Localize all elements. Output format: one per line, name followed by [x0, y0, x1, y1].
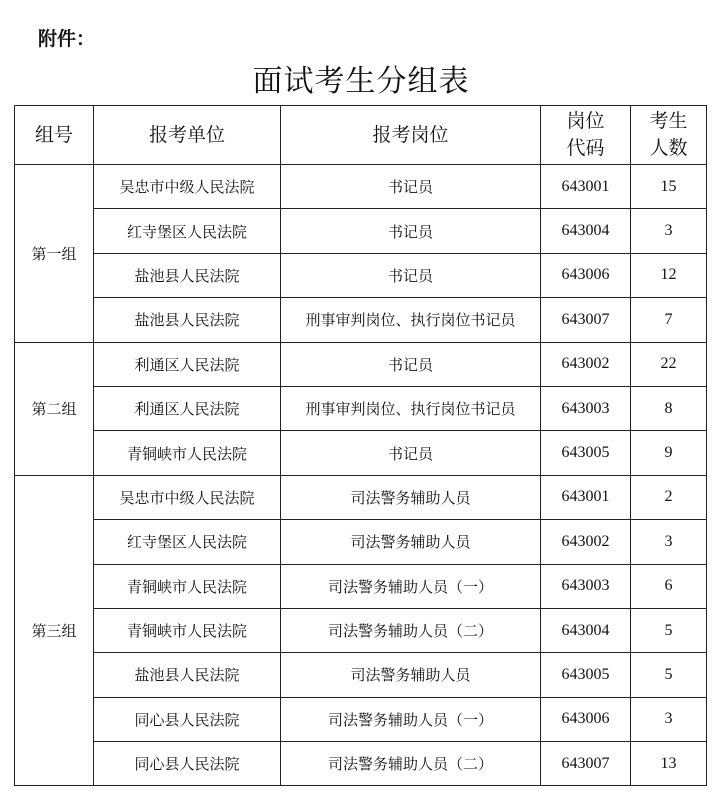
header-count	[631, 106, 707, 165]
count-cell: 12	[631, 253, 707, 297]
unit-cell: 同心县人民法院	[94, 742, 281, 786]
unit-cell: 红寺堡区人民法院	[94, 520, 281, 564]
table-row	[15, 298, 707, 342]
unit-cell: 盐池县人民法院	[94, 253, 281, 297]
group-name-cell: 第三组	[15, 475, 94, 786]
count-cell: 6	[631, 564, 707, 608]
position-cell: 书记员	[281, 165, 541, 209]
position-cell: 司法警务辅助人员（二）	[281, 742, 541, 786]
position-cell: 书记员	[281, 431, 541, 475]
code-cell: 643007	[541, 742, 631, 786]
header-unit: 报考单位	[94, 106, 281, 165]
position-cell: 司法警务辅助人员	[281, 475, 541, 519]
count-cell: 7	[631, 298, 707, 342]
count-cell: 15	[631, 165, 707, 209]
header-position: 报考岗位	[281, 106, 541, 165]
code-cell: 643001	[541, 165, 631, 209]
unit-cell: 吴忠市中级人民法院	[94, 475, 281, 519]
table-row	[15, 386, 707, 430]
code-cell: 643005	[541, 431, 631, 475]
position-cell: 书记员	[281, 209, 541, 253]
table-row	[15, 697, 707, 741]
code-cell: 643004	[541, 209, 631, 253]
header-code-line2: 代码	[566, 137, 605, 159]
count-cell: 9	[631, 431, 707, 475]
code-cell: 643001	[541, 475, 631, 519]
count-cell: 5	[631, 653, 707, 697]
table-row	[15, 608, 707, 652]
code-cell: 643006	[541, 697, 631, 741]
count-cell: 3	[631, 520, 707, 564]
table-row	[15, 520, 707, 564]
group-name-cell: 第一组	[15, 165, 94, 343]
code-cell: 643006	[541, 253, 631, 297]
code-cell: 643002	[541, 342, 631, 386]
count-cell: 2	[631, 475, 707, 519]
table-row	[15, 653, 707, 697]
code-cell: 643003	[541, 564, 631, 608]
attachment-label: 附件：	[38, 28, 96, 50]
table-row	[15, 475, 707, 519]
table-row	[15, 209, 707, 253]
header-code	[541, 106, 631, 165]
position-cell: 司法警务辅助人员（一）	[281, 697, 541, 741]
position-cell: 司法警务辅助人员	[281, 653, 541, 697]
unit-cell: 盐池县人民法院	[94, 653, 281, 697]
unit-cell: 盐池县人民法院	[94, 298, 281, 342]
count-cell: 3	[631, 209, 707, 253]
count-cell: 13	[631, 742, 707, 786]
position-cell: 司法警务辅助人员	[281, 520, 541, 564]
unit-cell: 红寺堡区人民法院	[94, 209, 281, 253]
table-row	[15, 253, 707, 297]
unit-cell: 青铜峡市人民法院	[94, 431, 281, 475]
table-header-row	[15, 106, 707, 165]
page-title: 面试考生分组表	[252, 64, 470, 99]
header-count-line2: 人数	[649, 137, 688, 159]
unit-cell: 青铜峡市人民法院	[94, 608, 281, 652]
code-cell: 643003	[541, 386, 631, 430]
table-row	[15, 564, 707, 608]
unit-cell: 吴忠市中级人民法院	[94, 165, 281, 209]
position-cell: 刑事审判岗位、执行岗位书记员	[281, 298, 541, 342]
table-body	[15, 165, 707, 786]
code-cell: 643004	[541, 608, 631, 652]
table-row	[15, 742, 707, 786]
header-group: 组号	[15, 106, 94, 165]
grouping-table	[14, 105, 707, 786]
position-cell: 刑事审判岗位、执行岗位书记员	[281, 386, 541, 430]
position-cell: 司法警务辅助人员（一）	[281, 564, 541, 608]
table-row	[15, 431, 707, 475]
unit-cell: 利通区人民法院	[94, 342, 281, 386]
unit-cell: 同心县人民法院	[94, 697, 281, 741]
unit-cell: 利通区人民法院	[94, 386, 281, 430]
group-name-cell: 第二组	[15, 342, 94, 475]
position-cell: 司法警务辅助人员（二）	[281, 608, 541, 652]
code-cell: 643005	[541, 653, 631, 697]
header-count-line1: 考生	[649, 110, 688, 132]
count-cell: 3	[631, 697, 707, 741]
unit-cell: 青铜峡市人民法院	[94, 564, 281, 608]
table-row	[15, 342, 707, 386]
code-cell: 643007	[541, 298, 631, 342]
count-cell: 5	[631, 608, 707, 652]
header-code-line1: 岗位	[566, 110, 605, 132]
position-cell: 书记员	[281, 342, 541, 386]
code-cell: 643002	[541, 520, 631, 564]
count-cell: 8	[631, 386, 707, 430]
count-cell: 22	[631, 342, 707, 386]
table-row	[15, 165, 707, 209]
position-cell: 书记员	[281, 253, 541, 297]
